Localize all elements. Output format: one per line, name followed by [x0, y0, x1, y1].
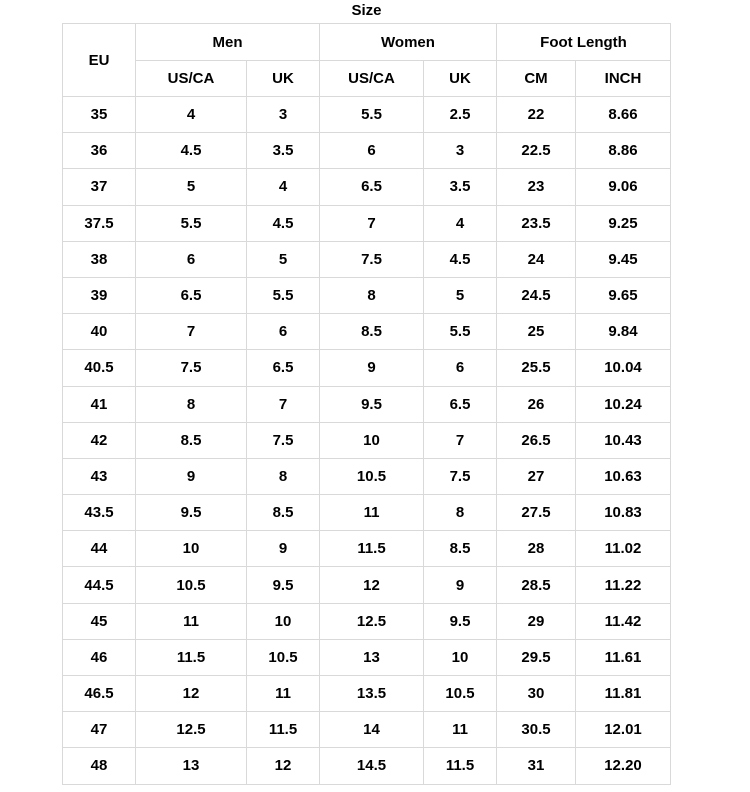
men-uk-cell: 9	[247, 531, 320, 567]
women-us-ca-cell: 14	[320, 712, 424, 748]
women-us-ca-cell: 5.5	[320, 97, 424, 133]
table-row	[63, 567, 671, 603]
men-us-ca-cell: 6.5	[136, 277, 247, 313]
inch-cell: 12.20	[576, 748, 671, 784]
header-foot-length: Foot Length	[497, 24, 671, 61]
table-row	[63, 169, 671, 205]
header-women-us-ca: US/CA	[320, 61, 424, 97]
eu-cell: 37.5	[63, 205, 136, 241]
cm-cell: 22	[497, 97, 576, 133]
women-us-ca-cell: 10	[320, 422, 424, 458]
women-us-ca-cell: 12	[320, 567, 424, 603]
men-us-ca-cell: 9.5	[136, 495, 247, 531]
table-row	[63, 531, 671, 567]
header-women: Women	[320, 24, 497, 61]
men-us-ca-cell: 8	[136, 386, 247, 422]
table-row	[63, 495, 671, 531]
table-row	[63, 676, 671, 712]
men-us-ca-cell: 12	[136, 676, 247, 712]
women-uk-cell: 4	[424, 205, 497, 241]
men-us-ca-cell: 4	[136, 97, 247, 133]
women-us-ca-cell: 7.5	[320, 241, 424, 277]
table-row	[63, 386, 671, 422]
table-row	[63, 97, 671, 133]
women-uk-cell: 6	[424, 350, 497, 386]
table-row	[63, 603, 671, 639]
men-us-ca-cell: 7	[136, 314, 247, 350]
men-uk-cell: 10	[247, 603, 320, 639]
eu-cell: 39	[63, 277, 136, 313]
men-uk-cell: 9.5	[247, 567, 320, 603]
men-uk-cell: 5.5	[247, 277, 320, 313]
women-uk-cell: 8.5	[424, 531, 497, 567]
cm-cell: 28.5	[497, 567, 576, 603]
eu-cell: 37	[63, 169, 136, 205]
table-row	[63, 241, 671, 277]
women-uk-cell: 10.5	[424, 676, 497, 712]
women-us-ca-cell: 13.5	[320, 676, 424, 712]
eu-cell: 47	[63, 712, 136, 748]
cm-cell: 30.5	[497, 712, 576, 748]
men-us-ca-cell: 5	[136, 169, 247, 205]
women-uk-cell: 3.5	[424, 169, 497, 205]
men-uk-cell: 6	[247, 314, 320, 350]
eu-cell: 45	[63, 603, 136, 639]
women-us-ca-cell: 13	[320, 639, 424, 675]
men-uk-cell: 12	[247, 748, 320, 784]
inch-cell: 10.43	[576, 422, 671, 458]
men-us-ca-cell: 9	[136, 458, 247, 494]
men-uk-cell: 11.5	[247, 712, 320, 748]
inch-cell: 9.25	[576, 205, 671, 241]
men-uk-cell: 3	[247, 97, 320, 133]
cm-cell: 27	[497, 458, 576, 494]
inch-cell: 11.42	[576, 603, 671, 639]
men-uk-cell: 7	[247, 386, 320, 422]
header-women-uk: UK	[424, 61, 497, 97]
women-us-ca-cell: 6.5	[320, 169, 424, 205]
women-us-ca-cell: 8	[320, 277, 424, 313]
women-us-ca-cell: 7	[320, 205, 424, 241]
eu-cell: 43.5	[63, 495, 136, 531]
header-inch: INCH	[576, 61, 671, 97]
inch-cell: 9.65	[576, 277, 671, 313]
table-row	[63, 458, 671, 494]
men-us-ca-cell: 12.5	[136, 712, 247, 748]
table-row	[63, 422, 671, 458]
women-uk-cell: 7	[424, 422, 497, 458]
header-row-groups	[63, 24, 671, 61]
table-header	[63, 24, 671, 97]
cm-cell: 31	[497, 748, 576, 784]
cm-cell: 25	[497, 314, 576, 350]
inch-cell: 10.24	[576, 386, 671, 422]
cm-cell: 23	[497, 169, 576, 205]
header-cm: CM	[497, 61, 576, 97]
men-us-ca-cell: 10.5	[136, 567, 247, 603]
women-us-ca-cell: 12.5	[320, 603, 424, 639]
inch-cell: 12.01	[576, 712, 671, 748]
men-uk-cell: 7.5	[247, 422, 320, 458]
men-us-ca-cell: 11.5	[136, 639, 247, 675]
table-body	[63, 97, 671, 785]
women-uk-cell: 6.5	[424, 386, 497, 422]
header-men: Men	[136, 24, 320, 61]
men-uk-cell: 3.5	[247, 133, 320, 169]
cm-cell: 27.5	[497, 495, 576, 531]
men-uk-cell: 4.5	[247, 205, 320, 241]
eu-cell: 46.5	[63, 676, 136, 712]
men-us-ca-cell: 11	[136, 603, 247, 639]
cm-cell: 30	[497, 676, 576, 712]
table-row	[63, 205, 671, 241]
inch-cell: 11.02	[576, 531, 671, 567]
women-us-ca-cell: 11.5	[320, 531, 424, 567]
men-uk-cell: 4	[247, 169, 320, 205]
women-uk-cell: 11	[424, 712, 497, 748]
men-uk-cell: 8	[247, 458, 320, 494]
eu-cell: 36	[63, 133, 136, 169]
inch-cell: 8.66	[576, 97, 671, 133]
eu-cell: 38	[63, 241, 136, 277]
table-row	[63, 639, 671, 675]
inch-cell: 8.86	[576, 133, 671, 169]
inch-cell: 11.22	[576, 567, 671, 603]
table-row	[63, 133, 671, 169]
women-uk-cell: 7.5	[424, 458, 497, 494]
header-men-uk: UK	[247, 61, 320, 97]
men-us-ca-cell: 5.5	[136, 205, 247, 241]
women-us-ca-cell: 14.5	[320, 748, 424, 784]
women-uk-cell: 5.5	[424, 314, 497, 350]
inch-cell: 11.61	[576, 639, 671, 675]
inch-cell: 10.63	[576, 458, 671, 494]
men-uk-cell: 11	[247, 676, 320, 712]
men-uk-cell: 8.5	[247, 495, 320, 531]
inch-cell: 10.83	[576, 495, 671, 531]
eu-cell: 43	[63, 458, 136, 494]
men-us-ca-cell: 7.5	[136, 350, 247, 386]
cm-cell: 29.5	[497, 639, 576, 675]
cm-cell: 22.5	[497, 133, 576, 169]
inch-cell: 9.06	[576, 169, 671, 205]
inch-cell: 11.81	[576, 676, 671, 712]
inch-cell: 9.45	[576, 241, 671, 277]
women-uk-cell: 5	[424, 277, 497, 313]
inch-cell: 9.84	[576, 314, 671, 350]
women-uk-cell: 3	[424, 133, 497, 169]
eu-cell: 44	[63, 531, 136, 567]
eu-cell: 44.5	[63, 567, 136, 603]
men-uk-cell: 5	[247, 241, 320, 277]
table-title: Size	[351, 2, 382, 19]
cm-cell: 26.5	[497, 422, 576, 458]
header-men-us-ca: US/CA	[136, 61, 247, 97]
men-us-ca-cell: 8.5	[136, 422, 247, 458]
women-uk-cell: 10	[424, 639, 497, 675]
table-row	[63, 277, 671, 313]
cm-cell: 24	[497, 241, 576, 277]
table-row	[63, 712, 671, 748]
table-row	[63, 350, 671, 386]
men-uk-cell: 10.5	[247, 639, 320, 675]
cm-cell: 24.5	[497, 277, 576, 313]
cm-cell: 26	[497, 386, 576, 422]
men-us-ca-cell: 4.5	[136, 133, 247, 169]
table-row	[63, 748, 671, 784]
women-us-ca-cell: 9.5	[320, 386, 424, 422]
header-row-subcolumns	[63, 61, 671, 97]
women-us-ca-cell: 9	[320, 350, 424, 386]
eu-cell: 42	[63, 422, 136, 458]
women-us-ca-cell: 11	[320, 495, 424, 531]
size-chart-table	[62, 23, 671, 785]
eu-cell: 46	[63, 639, 136, 675]
women-uk-cell: 8	[424, 495, 497, 531]
eu-cell: 48	[63, 748, 136, 784]
women-uk-cell: 9	[424, 567, 497, 603]
table-row	[63, 314, 671, 350]
eu-cell: 40.5	[63, 350, 136, 386]
cm-cell: 23.5	[497, 205, 576, 241]
men-us-ca-cell: 10	[136, 531, 247, 567]
women-us-ca-cell: 6	[320, 133, 424, 169]
cm-cell: 29	[497, 603, 576, 639]
eu-cell: 35	[63, 97, 136, 133]
men-us-ca-cell: 6	[136, 241, 247, 277]
women-uk-cell: 11.5	[424, 748, 497, 784]
men-us-ca-cell: 13	[136, 748, 247, 784]
cm-cell: 28	[497, 531, 576, 567]
women-uk-cell: 2.5	[424, 97, 497, 133]
women-us-ca-cell: 10.5	[320, 458, 424, 494]
women-uk-cell: 4.5	[424, 241, 497, 277]
men-uk-cell: 6.5	[247, 350, 320, 386]
eu-cell: 41	[63, 386, 136, 422]
women-uk-cell: 9.5	[424, 603, 497, 639]
header-eu: EU	[63, 24, 136, 97]
cm-cell: 25.5	[497, 350, 576, 386]
eu-cell: 40	[63, 314, 136, 350]
inch-cell: 10.04	[576, 350, 671, 386]
women-us-ca-cell: 8.5	[320, 314, 424, 350]
